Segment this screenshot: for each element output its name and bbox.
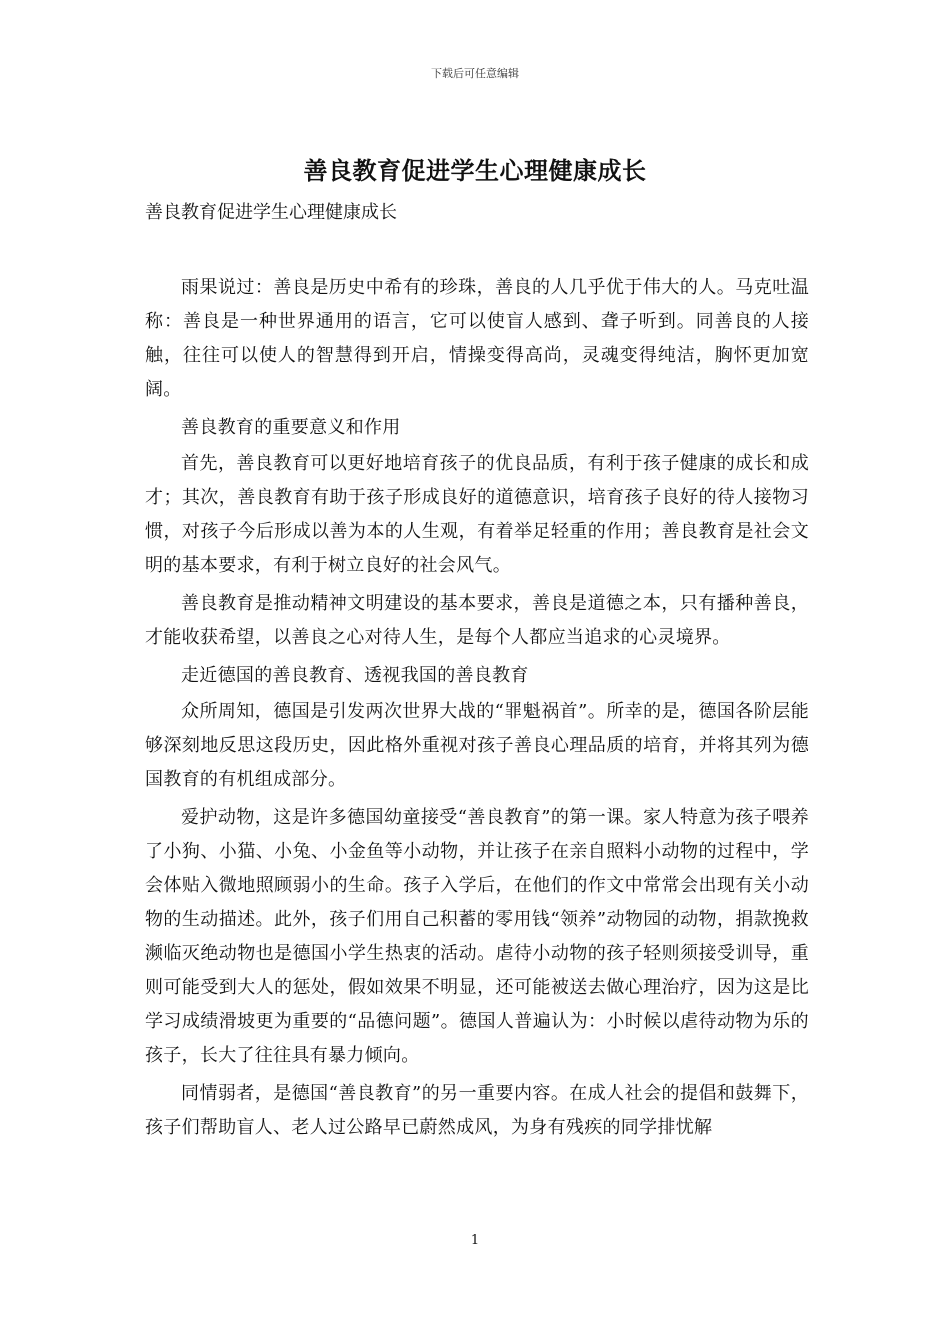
document-title: 善良教育促进学生心理健康成长 (303, 156, 647, 185)
section-heading: 走近德国的善良教育、透视我国的善良教育 (181, 665, 529, 686)
paragraph: 首先，善良教育可以更好地培育孩子的优良品质，有利于孩子健康的成长和成才；其次，善良教育有助于孩子形成良好的道德意识，培育孩子良好的待人接物习惯，对孩子今后形成以善为本的人生观，有着举足轻重的作用；善良教育是社会文明的基本要求，有利于树立良好的社会风气。 (145, 453, 809, 576)
document-subtitle: 善良教育促进学生心理健康成长 (145, 202, 397, 223)
section-heading: 善良教育的重要意义和作用 (181, 417, 401, 438)
document-body (145, 271, 809, 1149)
page-header: 下载后可任意编辑 (431, 67, 519, 80)
paragraph: 同情弱者，是德国“善良教育”的另一重要内容。在成人社会的提倡和鼓舞下，孩子们帮助盲人、老人过公路早已蔚然成风，为身有残疾的同学排忧解 (145, 1083, 809, 1138)
paragraph: 爱护动物，这是许多德国幼童接受“善良教育”的第一课。家人特意为孩子喂养了小狗、小猫、小兔、小金鱼等小动物，并让孩子在亲自照料小动物的过程中，学会体贴入微地照顾弱小的生命。孩子入学后，在他们的作文中常常会出现有关小动物的生动描述。此外，孩子们用自己积蓄的零用钱“领养”动物园的动物，捐款挽救濒临灭绝动物也是德国小学生热衷的活动。虐待小动物的孩子轻则须接受训导，重则可能受到大人的惩处，假如效果不明显，还可能被送去做心理治疗，因为这是比学习成绩滑坡更为重要的“品德问题”。德国人普遍认为：小时候以虐待动物为乐的孩子，长大了往往具有暴力倾向。 (145, 807, 809, 1066)
paragraph: 雨果说过：善良是历史中希有的珍珠，善良的人几乎优于伟大的人。马克吐温称：善良是一种世界通用的语言，它可以使盲人感到、聋子听到。同善良的人接触，往往可以使人的智慧得到开启，情操变得高尚，灵魂变得纯洁，胸怀更加宽阔。 (145, 277, 809, 400)
page-number: 1 (470, 1233, 480, 1248)
paragraph: 众所周知，德国是引发两次世界大战的“罪魁祸首”。所幸的是，德国各阶层能够深刻地反思这段历史，因此格外重视对孩子善良心理品质的培育，并将其列为德国教育的有机组成部分。 (145, 701, 809, 790)
paragraph: 善良教育是推动精神文明建设的基本要求，善良是道德之本，只有播种善良，才能收获希望，以善良之心对待人生，是每个人都应当追求的心灵境界。 (145, 593, 809, 648)
